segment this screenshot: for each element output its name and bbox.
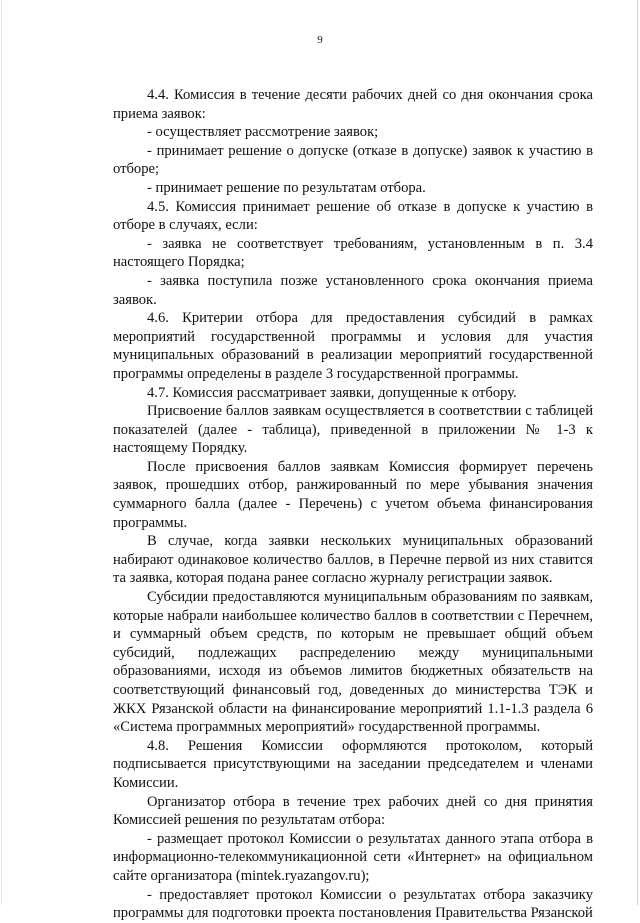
list-item: - принимает решение о допуске (отказе в допуске) заявок к участию в отборе;	[113, 142, 593, 178]
page-number: 9	[317, 34, 323, 46]
paragraph-4-8: 4.8. Решения Комиссии оформляются протоколом, который подписывается присутствующими на заседании председателем и членами Комиссии.	[113, 737, 593, 791]
paragraph-4-4: 4.4. Комиссия в течение десяти рабочих дней со дня окончания срока приема заявок:	[113, 87, 593, 122]
paragraph: Субсидии предоставляются муниципальным образованиям по заявкам, которые набрали наибольшее количество баллов в соответствии с Перечнем, и суммарный объем средств, по которым не превышает общий объем субсидий, подлежащих распределению между муниципальными образованиями, исходя из объемов лимитов бюджетных обязательств на соответствующий финансовый год, доведенных до министерства ТЭК и ЖКХ Рязанской области на финансирование мероприятий 1.1-1.3 раздела 6 «Система программных мероприятий» государственной программы.	[113, 589, 593, 736]
document-body	[113, 86, 593, 923]
paragraph: Организатор отбора в течение трех рабочих дней со дня принятия Комиссией решения по результатам отбора:	[113, 793, 593, 829]
scan-edge-left	[1, 0, 2, 905]
paragraph: В случае, когда заявки нескольких муниципальных образований набирают одинаковое количество баллов, в Перечне первой из них ставится та заявка, которая подана ранее согласно журналу регистрации заявок.	[113, 533, 593, 587]
list-item: - размещает протокол Комиссии о результатах данного этапа отбора в информационно-телекоммуникационной сети «Интернет» на официальном сайте организатора (mintek.ryazangov.ru);	[113, 830, 593, 884]
list-item: - осуществляет рассмотрение заявок;	[147, 124, 379, 141]
scan-edge-right	[637, 0, 638, 905]
paragraph: После присвоения баллов заявкам Комиссия формирует перечень заявок, прошедших отбор, ранжированный по мере убывания значения суммарного балла (далее - Перечень) с учетом объема финансирования программы.	[113, 458, 593, 531]
paragraph-4-7: 4.7. Комиссия рассматривает заявки, допущенные к отбору.	[147, 384, 517, 401]
paragraph-4-5: 4.5. Комиссия принимает решение об отказе в допуске к участию в отборе в случаях, если:	[113, 198, 593, 234]
list-item: - предоставляет протокол Комиссии о результатах отбора заказчику программы для подготовки проекта постановления Правительства Рязанской	[113, 886, 593, 922]
list-item: - принимает решение по результатам отбора.	[147, 179, 426, 196]
paragraph: Присвоение баллов заявкам осуществляется в соответствии с таблицей показателей (далее - таблица), приведенной в приложении № 1-3 к настоящему Порядку.	[113, 403, 593, 457]
paragraph-4-6: 4.6. Критерии отбора для предоставления субсидий в рамках мероприятий государственной программы и условия для участия муниципальных образований в реализации мероприятий государственной программы определены в разделе 3 государственной программы.	[113, 310, 593, 382]
list-item: - заявка не соответствует требованиям, установленным в п. 3.4 настоящего Порядка;	[113, 235, 593, 271]
list-item: - заявка поступила позже установленного срока окончания приема заявок.	[113, 272, 593, 308]
